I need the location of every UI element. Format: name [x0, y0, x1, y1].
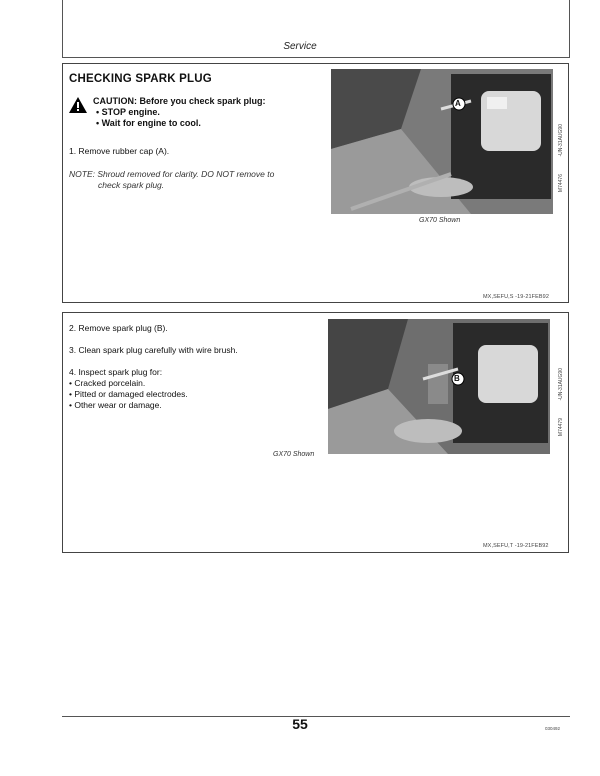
caution-block: [69, 96, 266, 129]
caution-heading: CAUTION: Before you check spark plug:: [93, 96, 266, 106]
inspect-item: • Pitted or damaged electrodes.: [69, 389, 188, 399]
engine-photo-a: [331, 69, 567, 214]
inspect-item: • Cracked porcelain.: [69, 378, 146, 388]
header-rule: [62, 57, 570, 58]
figure-id: -UN-31AUG90: [558, 368, 564, 401]
step-1: 1. Remove rubber cap (A).: [69, 146, 170, 156]
section-title: CHECKING SPARK PLUG: [69, 73, 212, 85]
callout-label-a: A: [455, 99, 461, 108]
caution-item: • Wait for engine to cool.: [96, 118, 201, 128]
section-checking-spark-plug: [62, 63, 569, 303]
note-line-2: check spark plug.: [98, 180, 165, 190]
photo-caption: GX70 Shown: [419, 217, 461, 224]
page-header: Service: [283, 41, 317, 52]
section-remove-spark-plug: [62, 312, 569, 553]
step-2: 2. Remove spark plug (B).: [69, 323, 168, 333]
figure-id: M74479: [558, 418, 564, 437]
inspect-item: • Other wear or damage.: [69, 400, 162, 410]
caution-item: • STOP engine.: [96, 107, 160, 117]
figure-id: -UN-31AUG90: [558, 124, 564, 157]
document-code: 030492: [545, 726, 561, 731]
reference-code: MX,SEFU,S -19-21FEB92: [483, 294, 549, 300]
warning-triangle-icon: [69, 97, 87, 113]
note-line-1: NOTE: Shroud removed for clarity. DO NOT remove to: [69, 169, 275, 179]
callout-label-b: B: [454, 374, 460, 383]
reference-code: MX,SEFU,T -19-21FEB92: [483, 543, 549, 549]
step-3: 3. Clean spark plug carefully with wire brush.: [69, 345, 238, 355]
page-number: 55: [292, 716, 308, 732]
step-4: 4. Inspect spark plug for:: [69, 367, 163, 377]
photo-caption: GX70 Shown: [273, 451, 315, 458]
figure-id: M74476: [558, 174, 564, 193]
engine-photo-b: [328, 319, 564, 454]
